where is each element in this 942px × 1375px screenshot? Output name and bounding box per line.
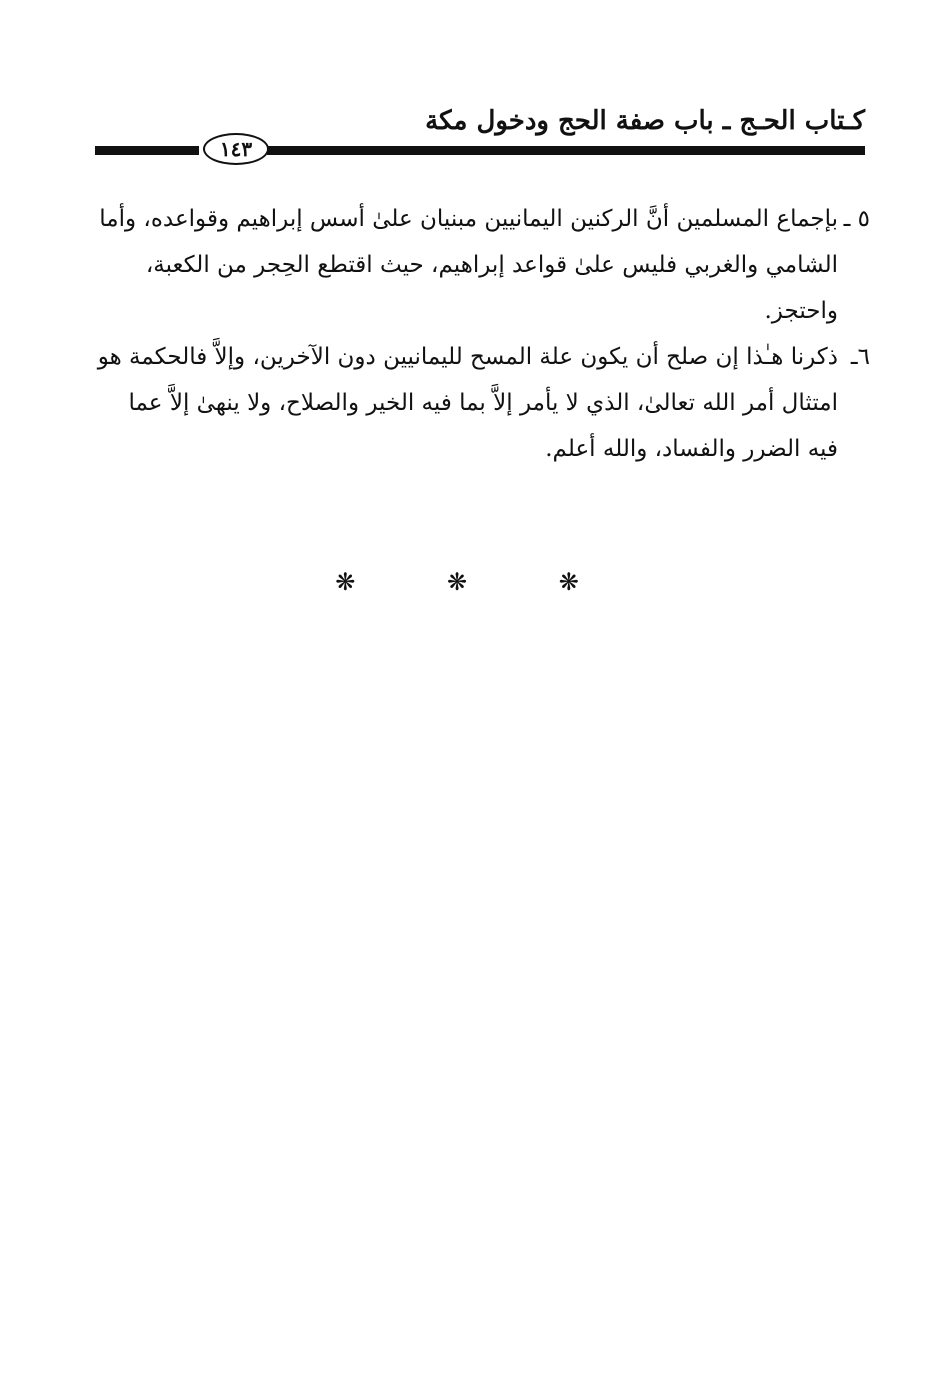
- footnotes: [95, 196, 870, 472]
- note-text: بإجماع المسلمين أنَّ الركنين اليمانيين مبنيان علىٰ أسس إبراهيم وقواعده، وأما الشامي والغربي فليس علىٰ قواعد إبراهيم، حيث اقتطع الحِجر من الكعبة، واحتجز.: [99, 206, 838, 324]
- running-title: كـتاب الحـج ـ باب صفة الحج ودخول مكة: [425, 106, 865, 136]
- note-item: [95, 334, 870, 472]
- header-rule-right: [267, 146, 865, 152]
- section-separator: [0, 568, 942, 596]
- star-icon: ❋: [446, 568, 496, 596]
- page-header: [95, 100, 865, 170]
- note-text: ذكرنا هـٰذا إن صلح أن يكون علة المسح لليمانيين دون الآخرين، وإلاَّ فالحكمة هو امتثال أمر الله تعالىٰ، الذي لا يأمر إلاَّ بما فيه الخير والصلاح، ولا ينهىٰ إلاَّ عما فيه الضرر والفساد، والله أعلم.: [97, 344, 838, 462]
- star-icon: ❋: [558, 568, 607, 596]
- header-rule-left: [95, 146, 199, 152]
- note-number: ٦ـ: [850, 344, 870, 370]
- page-number: ١٤٣: [203, 133, 269, 165]
- note-number: ٥ ـ: [843, 206, 870, 232]
- note-item: [95, 196, 870, 334]
- star-icon: ❋: [335, 568, 384, 596]
